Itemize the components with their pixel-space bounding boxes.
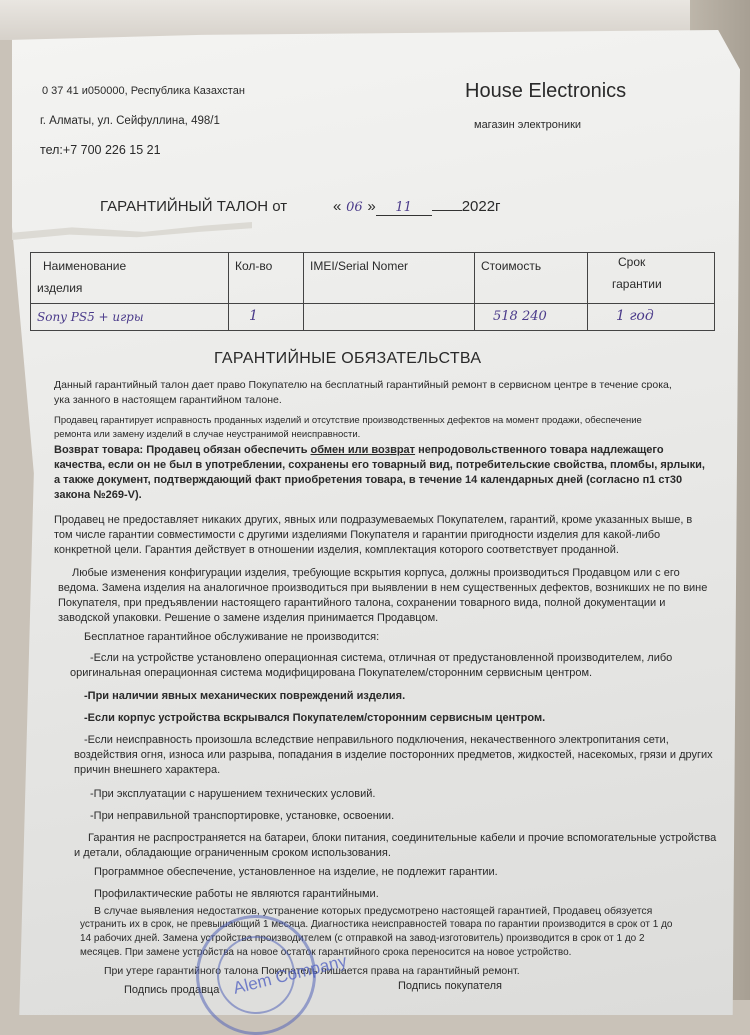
- coupon-day: 06: [346, 200, 363, 215]
- defects-line-1: В случае выявления недостатков, устранение которых предусмотрено настоящей гарантией, Продавец обязуется: [94, 905, 653, 917]
- item-term: 1 год: [616, 308, 654, 324]
- cell-imei: [304, 304, 475, 331]
- item-os-line-2: оригинальная операционная система модифицирована Покупателем/сторонним сервисным центром.: [70, 667, 593, 679]
- guarantee-line-1: Продавец гарантирует исправность проданных изделий и отсутствие производственных дефектов на момент продажи, обеспечение: [54, 415, 642, 426]
- config-line-2: ведома. Замена изделия на аналогичное производиться при выявлении в нем существенных дефектов, возникших не по вине: [58, 582, 708, 594]
- warranty-table: [30, 252, 715, 331]
- item-transport: -При неправильной транспортировке, установке, освоении.: [90, 810, 395, 822]
- header-qty: [229, 253, 304, 304]
- header-term-line1: Срок: [618, 255, 646, 269]
- item-fault-line-1: -Если неисправность произошла вследствие неправильного подключения, некачественного электропитания сети,: [84, 734, 669, 746]
- header-name: [31, 253, 229, 304]
- item-qty: 1: [249, 308, 258, 324]
- not-covered-heading: Бесплатное гарантийное обслуживание не производится:: [84, 631, 380, 643]
- defects-line-3: 14 рабочих дней. Замена устройства производителем (с отправкой на завод-изготовитель) производится в срок от 1 до 2: [80, 933, 645, 944]
- item-fault-line-2: воздействия огня, износа или разрыва, попадания в изделие посторонних предметов, жидкостей, насекомых, грязи и других: [74, 749, 713, 761]
- cell-qty: [229, 304, 304, 331]
- seller-line-3: конкретной цели. Гарантия действует в отношении изделия, комплектация которого соответствует проданной.: [54, 544, 619, 556]
- stamp-text: Alem Company: [231, 951, 349, 998]
- item-exploit: -При эксплуатации с нарушением технических условий.: [90, 788, 376, 800]
- obligations-heading: ГАРАНТИЙНЫЕ ОБЯЗАТЕЛЬСТВА: [214, 350, 482, 367]
- config-line-1: Любые изменения конфигурации изделия, требующие вскрытия корпуса, должны производиться Продавцом или с его: [72, 567, 680, 579]
- coupon-month: 11: [376, 201, 432, 216]
- store-name: House Electronics: [465, 80, 627, 102]
- header-term: [588, 253, 715, 304]
- address-line-2: г. Алматы, ул. Сейфуллина, 498/1: [40, 115, 220, 127]
- item-price: 518 240: [493, 309, 547, 324]
- header-qty-label: Кол-во: [235, 259, 273, 273]
- quote-open: «: [333, 198, 342, 215]
- config-line-3: Покупателя, при предъявлении настоящего гарантийного талона, сохранении товарного вида, полной документации и: [58, 597, 666, 609]
- cell-name: [31, 304, 229, 331]
- table-row: [31, 304, 715, 331]
- header-name-line2: изделия: [37, 281, 83, 295]
- return-line-3: а также документ, подтверждающий факт приобретения товара, в течение 14 календарных дней (согласно п1 ст30: [54, 474, 683, 486]
- header-term-line2: гарантии: [612, 277, 662, 291]
- prevent-line: Профилактические работы не являются гарантийными.: [94, 888, 379, 900]
- return-line-1: [54, 443, 664, 457]
- item-opened: -Если корпус устройства вскрывался Покупателем/сторонним сервисным центром.: [84, 712, 546, 724]
- defects-line-2: устранить их в срок, не превышающий 1 месяца. Диагностика неисправностей товара по гарантии производится в срок от 1 до: [80, 919, 673, 930]
- quote-close: »: [367, 198, 376, 215]
- return-line-2: качества, если он не был в употреблении, сохранены его товарный вид, потребительские свойства, пломбы, ярлыки,: [54, 459, 705, 471]
- defects-line-4: месяцев. При замене устройства на новое остаток гарантийного срока переносится на новое устройство.: [80, 947, 572, 958]
- header-imei-label: IMEI/Serial Nomer: [310, 259, 409, 273]
- phone-number: тел:+7 700 226 15 21: [40, 143, 161, 157]
- return-rest: непродовольственного товара надлежащего: [415, 444, 664, 456]
- table-header-row: [31, 253, 715, 304]
- config-line-4: заводской упаковки. Решение о замене изделия принимается Продавцом.: [58, 612, 439, 624]
- cell-price: [475, 304, 588, 331]
- batteries-line-1: Гарантия не распространяется на батареи, блоки питания, соединительные кабели и прочие вспомогательные устройства: [88, 832, 717, 844]
- coupon-underline: [432, 210, 462, 211]
- header-imei: [304, 253, 475, 304]
- buyer-signature-label: Подпись покупателя: [398, 980, 502, 992]
- software-line: Программное обеспечение, установленное на изделие, не подлежит гарантии.: [94, 866, 498, 878]
- return-line-4: закона №269-V).: [54, 489, 142, 501]
- header-price-label: Стоимость: [481, 259, 542, 273]
- seller-line-1: Продавец не предоставляет никаких других, явных или подразумеваемых Покупателем, гарантий, кроме указанных выше, в: [54, 514, 693, 526]
- intro-line-1: Данный гарантийный талон дает право Покупателю на бесплатный гарантийный ремонт в сервисном центре в течение срока,: [54, 379, 672, 391]
- guarantee-line-2: ремонта или замену изделий в случае неустранимой неисправности.: [54, 429, 361, 440]
- coupon-date: [333, 200, 501, 216]
- item-mechanical: -При наличии явных механических повреждений изделия.: [84, 690, 406, 702]
- item-os-line-1: -Если на устройстве установлено операционная система, отличная от предустановленной производителем, либо: [90, 652, 673, 664]
- return-underlined: обмен или возврат: [310, 444, 416, 456]
- header-price: [475, 253, 588, 304]
- cell-term: [588, 304, 715, 331]
- intro-line-2: ука занного в настоящем гарантийном талоне.: [54, 394, 282, 406]
- item-name: Sony PS5 + игры: [37, 310, 144, 324]
- seller-signature-label: Подпись продавца: [124, 984, 220, 996]
- batteries-line-2: и детали, обладающие ограниченным сроком использования.: [74, 847, 391, 859]
- coupon-year: 2022г: [461, 198, 501, 215]
- header-name-line1: Наименование: [43, 259, 127, 273]
- return-prefix: Возврат товара: Продавец обязан обеспечить: [54, 444, 311, 456]
- store-subtitle: магазин электроники: [474, 119, 582, 131]
- seller-line-2: том числе гарантии совместимости с другими изделиями Покупателя и гарантии пригодности изделия для какой-либо: [54, 529, 661, 541]
- item-fault-line-3: причин внешнего характера.: [74, 764, 221, 776]
- loss-line: При утере гарантийного талона Покупатель лишается права на гарантийный ремонт.: [104, 965, 520, 977]
- coupon-title: ГАРАНТИЙНЫЙ ТАЛОН от: [100, 198, 288, 215]
- address-line-1: 0 37 41 и050000, Республика Казахстан: [42, 85, 245, 97]
